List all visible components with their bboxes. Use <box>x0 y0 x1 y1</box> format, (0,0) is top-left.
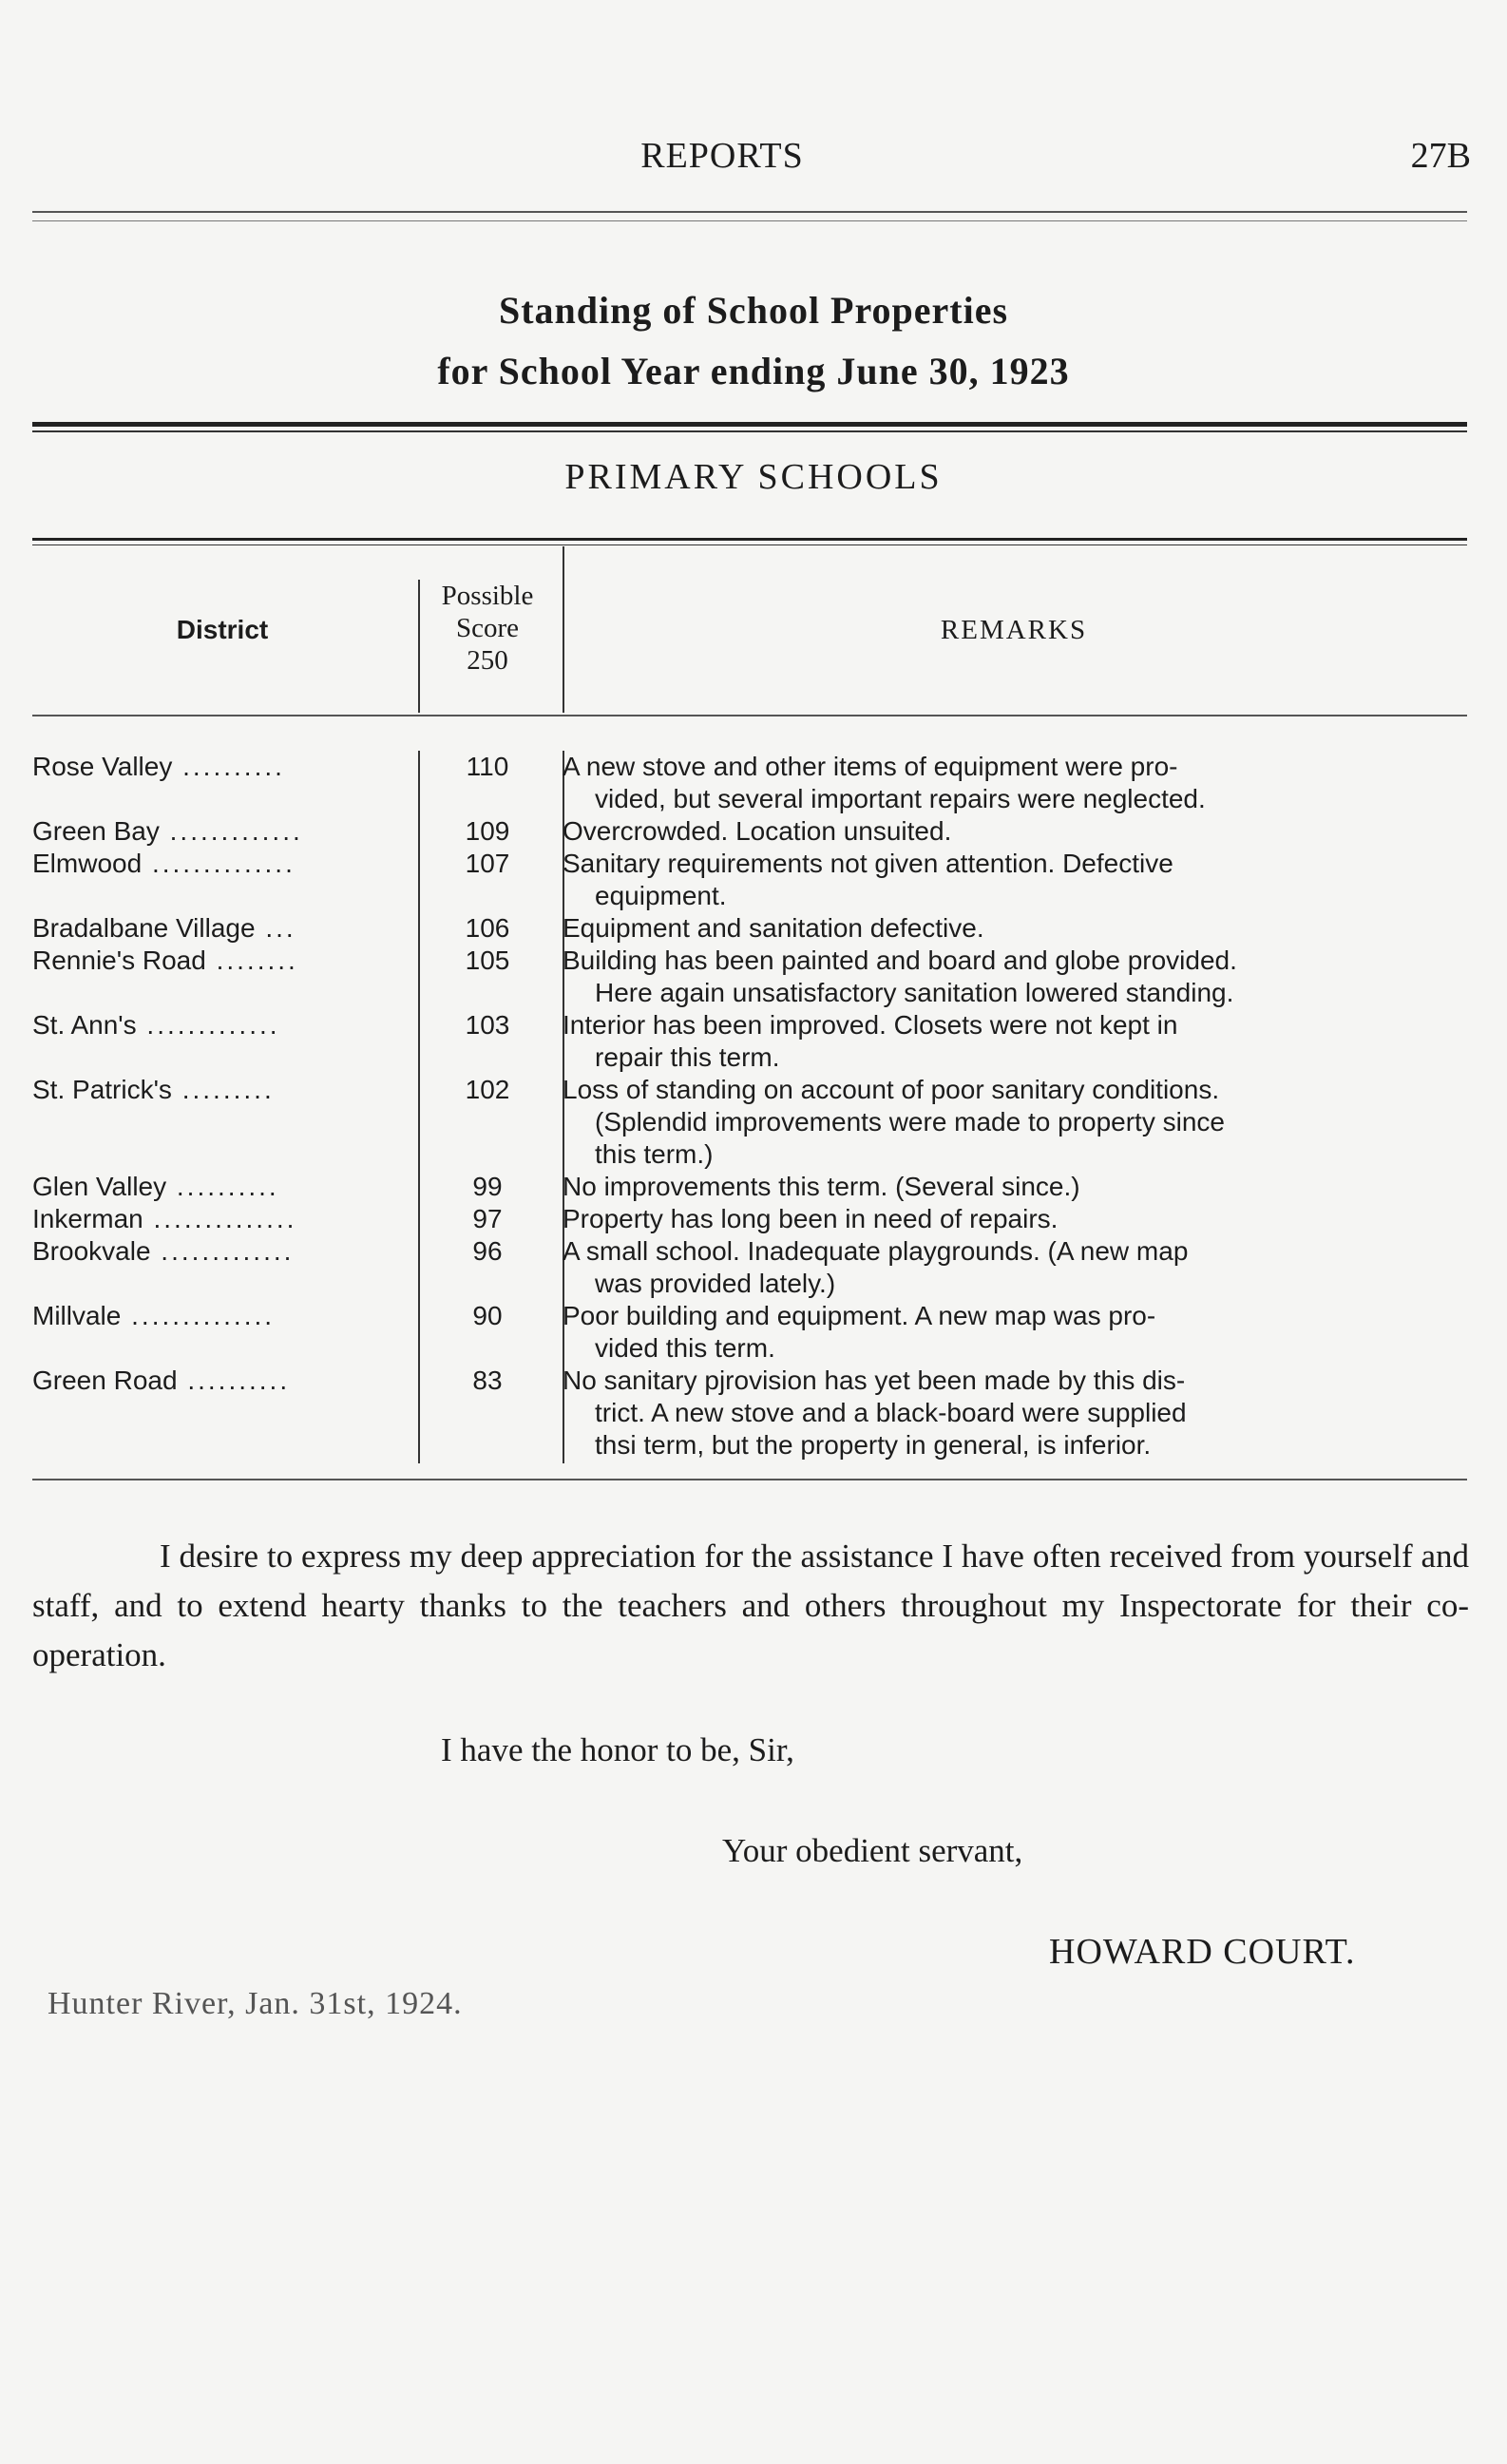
remarks-cell: Equipment and sanitation defective. <box>563 913 984 943</box>
remarks-cell: Building has been painted and board and globe provided. Here again unsatisfactory sanitation lowered standing. <box>563 945 1237 1007</box>
district-cell: Inkerman .............. <box>32 1204 297 1233</box>
running-header <box>0 135 1507 182</box>
score-cell: 109 <box>465 816 510 846</box>
header-rule <box>32 211 1467 213</box>
district-cell: Brookvale ............. <box>32 1236 295 1266</box>
title-rule <box>32 422 1467 432</box>
column-header-remarks: REMARKS <box>940 615 1088 645</box>
running-title: REPORTS <box>640 136 804 176</box>
remarks-cell: Sanitary requirements not given attention. Defective equipment. <box>563 849 1173 910</box>
remarks-cell: No improvements this term. (Several since.) <box>563 1172 1080 1201</box>
header-bottom-rule <box>32 715 1467 716</box>
table-row <box>32 751 1469 815</box>
closing-paragraph: I desire to express my deep appreciation for the assistance I have often received from yourself and staff, and to extend hearty thanks to the teachers and others throughout my Inspectorate for their co-operation. <box>32 1538 1469 1673</box>
district-cell: Elmwood .............. <box>32 849 296 878</box>
remarks-cell: A small school. Inadequate playgrounds. (A new map was provided lately.) <box>563 1236 1189 1298</box>
district-cell: Rennie's Road ........ <box>32 945 298 975</box>
score-cell: 90 <box>472 1301 503 1330</box>
score-cell: 96 <box>472 1236 503 1266</box>
remarks-cell: Poor building and equipment. A new map was pro- vided this term. <box>563 1301 1156 1363</box>
column-header-score <box>416 580 559 677</box>
table-row <box>32 1171 1469 1203</box>
district-cell: Green Bay ............. <box>32 816 303 846</box>
score-cell: 107 <box>465 849 510 878</box>
table-top-rule <box>32 538 1467 545</box>
table-row <box>32 848 1469 912</box>
table-row <box>32 945 1469 1009</box>
document-title <box>0 280 1507 402</box>
remarks-cell: Interior has been improved. Closets were not kept in repair this term. <box>563 1010 1178 1072</box>
remarks-cell: Loss of standing on account of poor sanitary conditions. (Splendid improvements were made to property since this term.) <box>563 1075 1225 1169</box>
header-divider-right <box>563 546 564 713</box>
table-row <box>32 1365 1469 1461</box>
table-row <box>32 815 1469 848</box>
page-number: 27B <box>1410 136 1471 176</box>
header-divider-left <box>418 580 420 713</box>
score-header-line-1: Possible <box>441 581 534 611</box>
column-header-district: District <box>176 615 269 644</box>
remarks-cell: A new stove and other items of equipment were pro- vided, but several important repairs were neglected. <box>563 752 1206 813</box>
title-line-1: Standing of School Properties <box>498 289 1009 332</box>
table-row <box>32 1203 1469 1235</box>
signature: HOWARD COURT. <box>1049 1932 1356 1972</box>
remarks-cell: Property has long been in need of repairs. <box>563 1204 1059 1233</box>
score-cell: 102 <box>465 1075 510 1104</box>
score-cell: 110 <box>466 752 509 781</box>
remarks-cell: No sanitary pjrovision has yet been made by this dis- trict. A new stove and a black-board were supplied thsi term, but the property in general, is inferior. <box>563 1366 1187 1460</box>
table-row <box>32 912 1469 945</box>
table-row <box>32 1300 1469 1365</box>
district-cell: Glen Valley .......... <box>32 1172 279 1201</box>
score-cell: 106 <box>465 913 510 943</box>
score-cell: 99 <box>472 1172 503 1201</box>
property-table-body <box>32 751 1469 1461</box>
score-cell: 97 <box>472 1204 503 1233</box>
district-cell: Millvale .............. <box>32 1301 276 1330</box>
header-rule-2 <box>32 220 1467 221</box>
district-cell: Bradalbane Village ... <box>32 913 296 943</box>
score-cell: 83 <box>472 1366 503 1395</box>
score-header-line-3: 250 <box>467 645 508 676</box>
district-cell: St. Ann's ............. <box>32 1010 280 1040</box>
table-bottom-rule <box>32 1479 1467 1480</box>
table-row <box>32 1009 1469 1074</box>
table-row <box>32 1074 1469 1171</box>
score-cell: 103 <box>465 1010 510 1040</box>
dateline: Hunter River, Jan. 31st, 1924. <box>48 1986 463 2021</box>
district-cell: Green Road .......... <box>32 1366 291 1395</box>
remarks-cell: Overcrowded. Location unsuited. <box>563 816 952 846</box>
score-cell: 105 <box>465 945 510 975</box>
district-cell: St. Patrick's ......... <box>32 1075 275 1104</box>
closing-line-1: I have the honor to be, Sir, <box>441 1731 794 1768</box>
district-cell: Rose Valley .......... <box>32 752 285 781</box>
section-title: PRIMARY SCHOOLS <box>564 457 943 497</box>
closing-line-2: Your obedient servant, <box>722 1832 1023 1869</box>
table-row <box>32 1235 1469 1300</box>
score-header-line-2: Score <box>455 613 520 643</box>
title-line-2: for School Year ending June 30, 1923 <box>437 350 1070 392</box>
